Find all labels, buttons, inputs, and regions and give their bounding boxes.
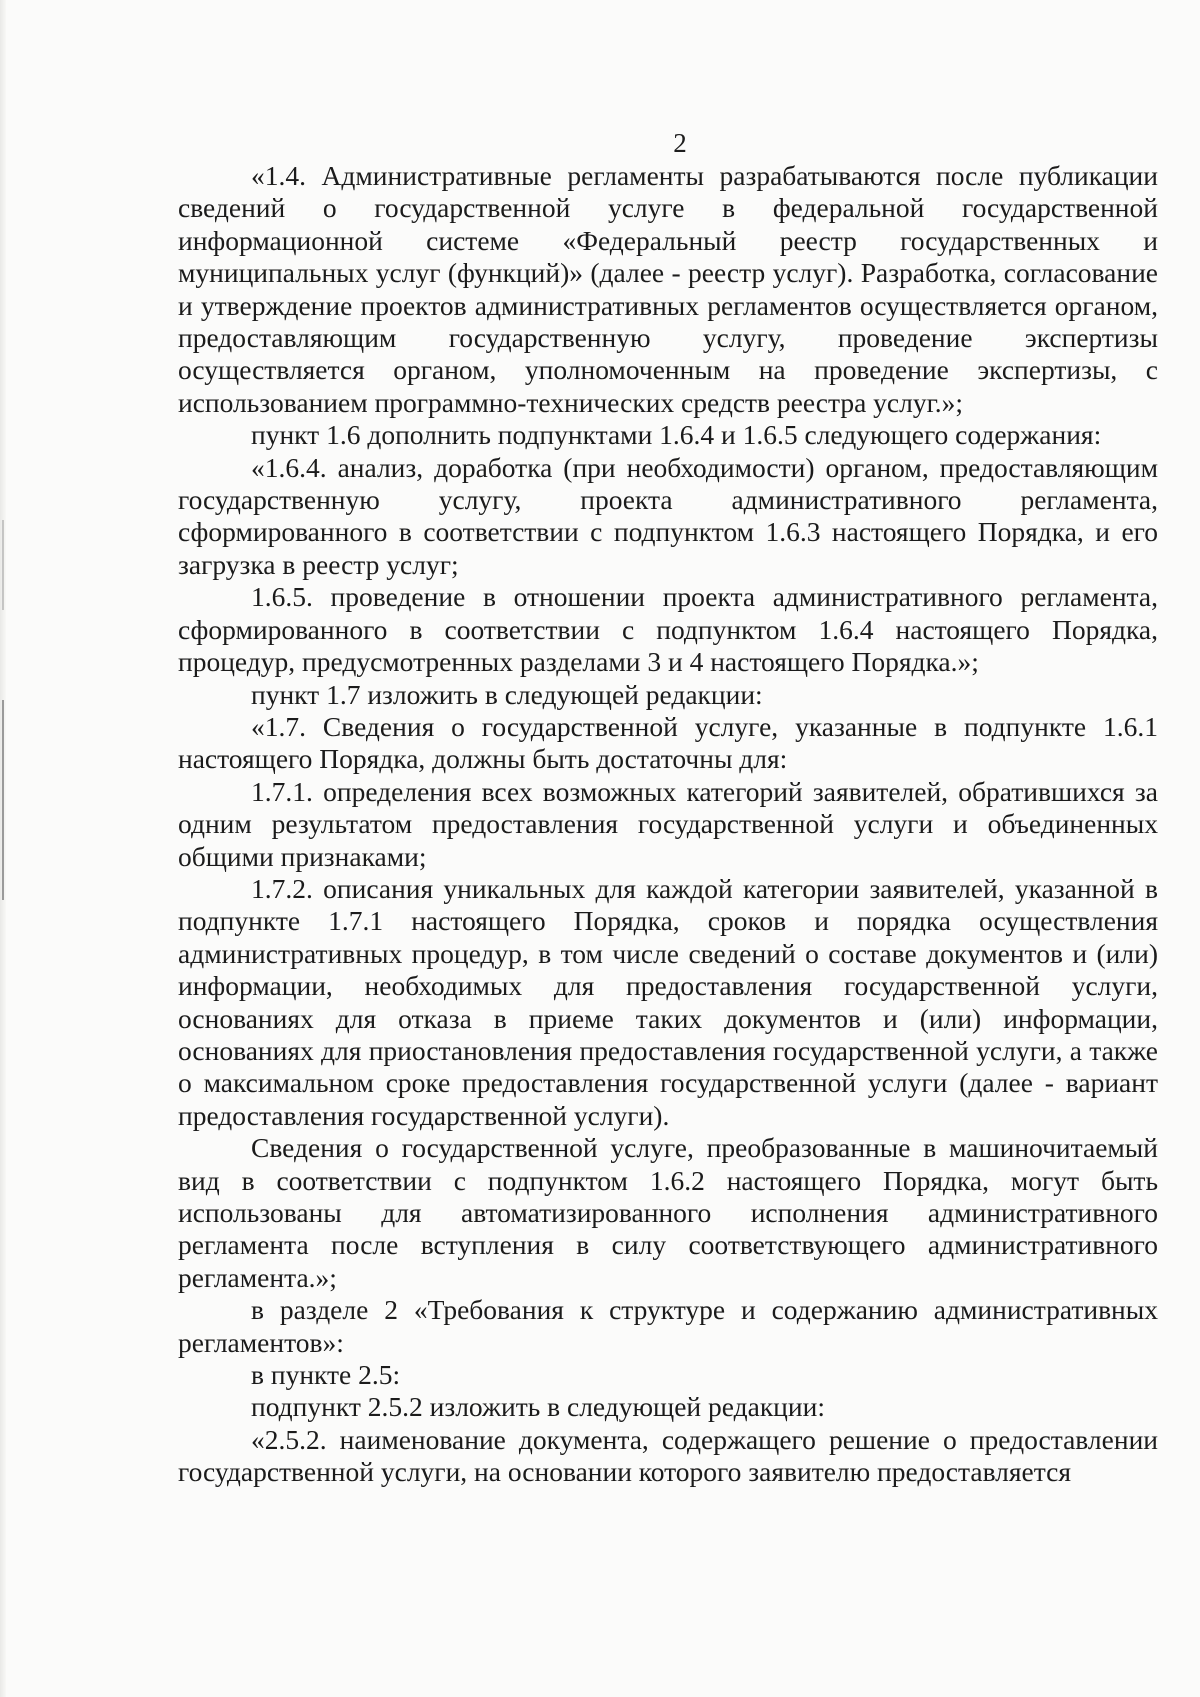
- paragraph-1-6-5: 1.6.5. проведение в отношении проекта административного регламента, сформированного в соответствии с подпунктом 1.6.4 настоящего Порядка, процедур, предусмотренных разделами 3 и 4 настоящего Порядка.»;: [178, 581, 1158, 678]
- scan-mark: [2, 520, 4, 610]
- paragraph-1-7-2: 1.7.2. описания уникальных для каждой категории заявителей, указанной в подпункте 1.7.1 настоящего Порядка, сроков и порядка осуществления административных процедур, в том числе сведений о составе документов и (или) информации, необходимых для предоставления государственной услуги, основаниях для отказа в приеме таких документов и (или) информации, основаниях для приостановления предоставления государственной услуги, а также о максимальном сроке предоставления государственной услуги (далее - вариант предоставления государственной услуги).: [178, 872, 1158, 1131]
- paragraph-2-5: в пункте 2.5:: [251, 1359, 401, 1391]
- page-number: 2: [673, 128, 687, 158]
- paragraph-2-5-2: «2.5.2. наименование документа, содержащего решение о предоставлении государственной услуги, на основании которого заявителю предоставляется: [178, 1423, 1158, 1488]
- paragraph-1-7-1: 1.7.1. определения всех возможных категорий заявителей, обратившихся за одним результатом предоставления государственной услуги и объединенных общими признаками;: [178, 775, 1158, 872]
- paragraph-2-5-2-amend: подпункт 2.5.2 изложить в следующей редакции:: [251, 1391, 825, 1423]
- paragraph-1-7: «1.7. Сведения о государственной услуге, указанные в подпункте 1.6.1 настоящего Порядка, должны быть достаточны для:: [178, 710, 1158, 775]
- document-body: [178, 160, 1158, 1489]
- paragraph-machine-readable: Сведения о государственной услуге, преобразованные в машиночитаемый вид в соответствии с подпунктом 1.6.2 настоящего Порядка, могут быть использованы для автоматизированного исполнения административного регламента после вступления в силу соответствующего административного регламента.»;: [178, 1132, 1158, 1293]
- paragraph-1-6-4: «1.6.4. анализ, доработка (при необходимости) органом, предоставляющим государственную услугу, проекта административного регламента, сформированного в соответствии с подпунктом 1.6.3 настоящего Порядка, и его загрузка в реестр услуг;: [178, 451, 1158, 580]
- paragraph-section-2: в разделе 2 «Требования к структуре и содержанию административных регламентов»:: [178, 1294, 1158, 1358]
- paragraph-1-4: «1.4. Административные регламенты разрабатываются после публикации сведений о государственной услуге в федеральной государственной информационной системе «Федеральный реестр государственных и муниципальных услуг (функций)» (далее - реестр услуг). Разработка, согласование и утверждение проектов административных регламентов осуществляется органом, предоставляющим государственную услугу, проведение экспертизы осуществляется органом, уполномоченным на проведение экспертизы, с использованием программно-технических средств реестра услуг.»;: [178, 160, 1158, 418]
- scan-mark: [2, 700, 4, 900]
- paragraph-1-6-amend: пункт 1.6 дополнить подпунктами 1.6.4 и 1.6.5 следующего содержания:: [251, 419, 1102, 451]
- paragraph-1-7-amend: пункт 1.7 изложить в следующей редакции:: [251, 678, 763, 710]
